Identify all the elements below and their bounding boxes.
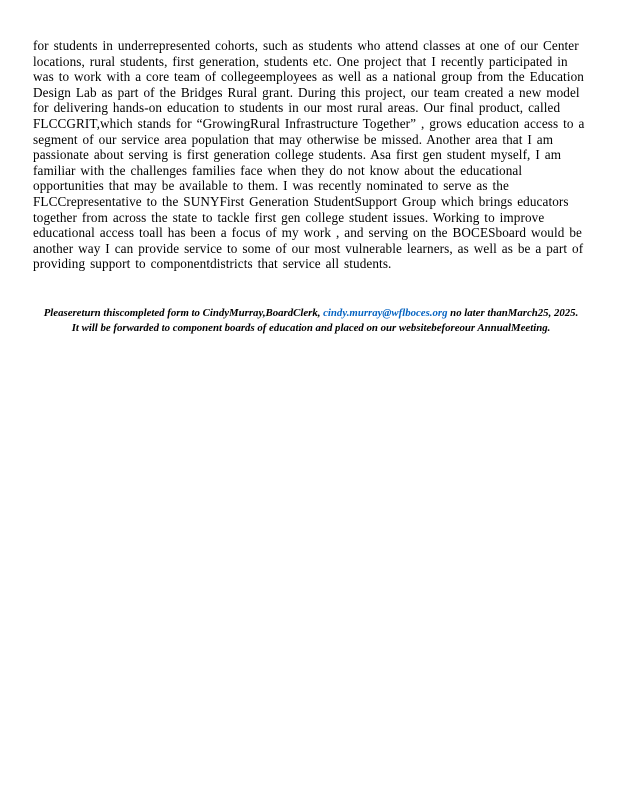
footer-line1-prefix: Pleasereturn thiscompleted form to CindyMurray,BoardClerk, bbox=[43, 307, 324, 319]
footer-note bbox=[33, 306, 589, 335]
footer-line1-suffix: no later thanMarch25, 2025. bbox=[447, 307, 579, 319]
email-link[interactable]: cindy.murray@wflboces.org bbox=[323, 307, 448, 319]
footer-line-1 bbox=[33, 306, 589, 321]
footer-line-2: It will be forwarded to component boards of education and placed on our websitebeforeour AnnualMeeting. bbox=[71, 321, 551, 334]
body-paragraph: for students in underrepresented cohorts, such as students who attend classes at one of our Center locations, rural students, first generation, students etc. One project that I recently participated in was to work with a core team of collegeemployees as well as a national group from the Education Design Lab as part of the Bridges Rural grant. During this project, our team created a new model for delivering hands-on education to students in our most rural areas. Our final product, called FLCCGRIT,which stands for “GrowingRural Infrastructure Together” , grows education access to a segment of our service area population that may otherwise be missed. Another area that I am passionate about serving is first generation college students. Asa first gen student myself, I am familiar with the challenges families face when they do not know about the educational opportunities that may be available to them. I was recently nominated to serve as the FLCCrepresentative to the SUNYFirst Generation StudentSupport Group which brings educators together from across the state to tackle first gen college student issues. Working to improve educational access toall has been a focus of my work , and serving on the BOCESboard would be another way I can provide service to some of our most vulnerable learners, as well as be a part of providing support to componentdistricts that service all students. bbox=[33, 38, 585, 272]
